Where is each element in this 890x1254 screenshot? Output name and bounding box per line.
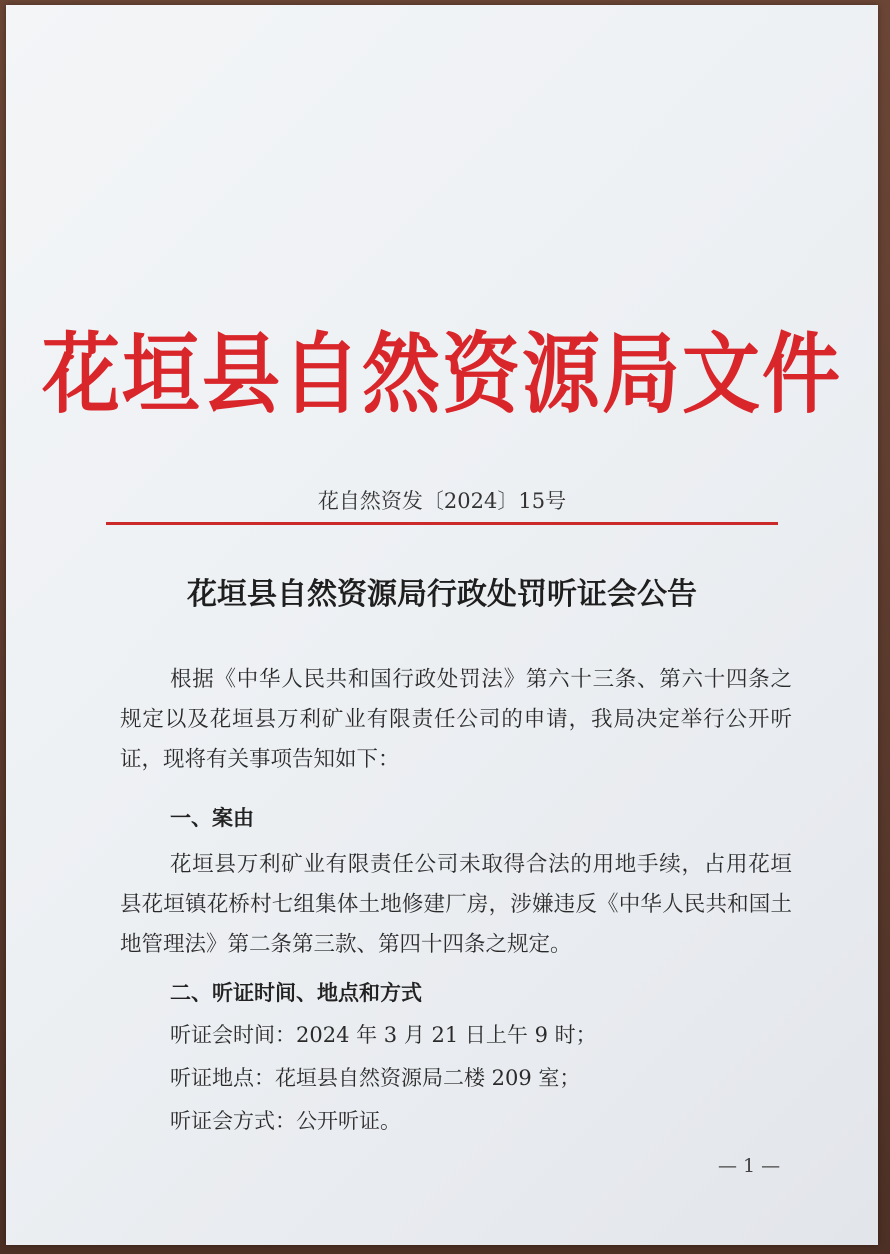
hearing-method-line: 听证会方式：公开听证。 bbox=[170, 1109, 401, 1133]
notice-title: 花垣县自然资源局行政处罚听证会公告 bbox=[187, 577, 697, 612]
red-separator-line bbox=[106, 522, 778, 525]
page-number: — 1 — bbox=[718, 1155, 781, 1177]
section-1-paragraph: 花垣县万利矿业有限责任公司未取得合法的用地手续，占用花垣县花垣镇花桥村七组集体土地修建厂房，涉嫌违反《中华人民共和国土地管理法》第二条第三款、第四十四条之规定。 bbox=[120, 852, 792, 957]
intro-paragraph: 根据《中华人民共和国行政处罚法》第六十三条、第六十四条之规定以及花垣县万利矿业有限责任公司的申请，我局决定举行公开听证，现将有关事项告知如下： bbox=[120, 667, 792, 772]
document-page bbox=[6, 5, 878, 1245]
hearing-time-line: 听证会时间：2024 年 3 月 21 日上午 9 时； bbox=[170, 1023, 597, 1047]
document-number: 花自然资发〔2024〕15号 bbox=[317, 489, 567, 513]
hearing-place-line: 听证地点：花垣县自然资源局二楼 209 室； bbox=[170, 1066, 581, 1090]
issuer-header: 花垣县自然资源局文件 bbox=[41, 324, 842, 426]
section-2-heading: 二、听证时间、地点和方式 bbox=[170, 981, 422, 1005]
section-1-heading: 一、案由 bbox=[170, 806, 254, 830]
